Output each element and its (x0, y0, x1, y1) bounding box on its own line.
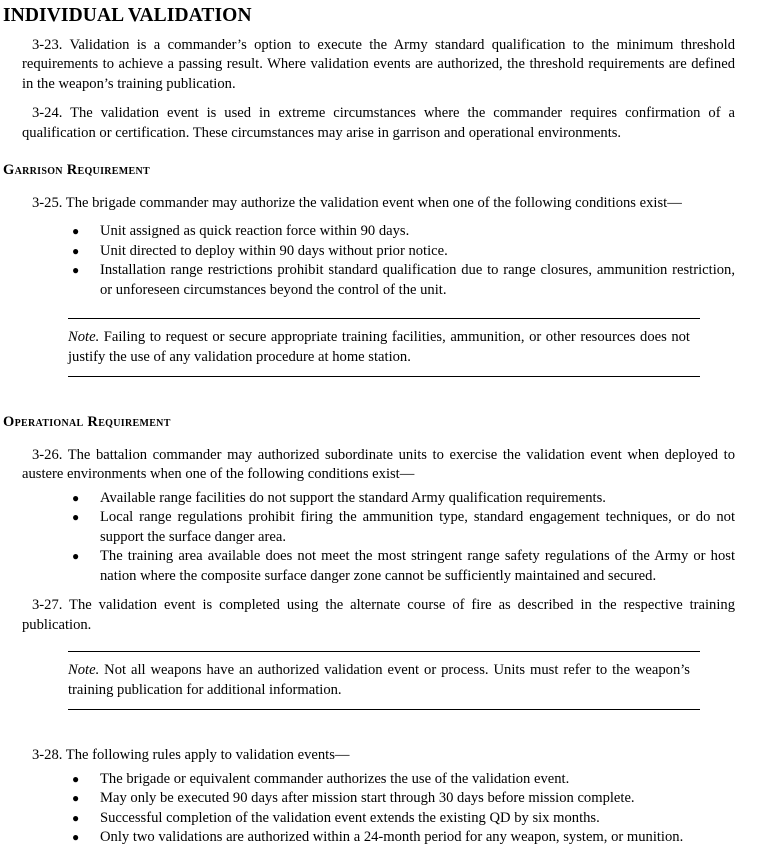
list-item (0, 770, 767, 790)
paragraph-3-26: 3-26. The battalion commander may authorized subordinate units to exercise the validation event when deployed to austere environments when one of the following conditions exist— (22, 446, 735, 482)
page-title: INDIVIDUAL VALIDATION (3, 5, 252, 26)
note-body: Failing to request or secure appropriate training facilities, ammunition, or other resources does not justify the use of any validation procedure at home station. (68, 329, 690, 365)
list-item (0, 508, 767, 547)
paragraph-3-27: 3-27. The validation event is completed using the alternate course of fire as described in the respective training publication. (22, 597, 735, 633)
list-item-text: Local range regulations prohibit firing the ammunition type, standard engagement techniques, or do not support the surface danger area. (100, 509, 735, 545)
bullet-icon: ● (72, 224, 80, 238)
note-label: Note. (68, 662, 100, 678)
note-body: Not all weapons have an authorized validation event or process. Units must refer to the weapon’s training publication for additional information. (68, 662, 690, 698)
list-item (0, 547, 767, 586)
note-text (68, 661, 700, 700)
section-heading-garrison-requirement: Garrison Requirement (3, 162, 150, 178)
list-item-text: May only be executed 90 days after mission start through 30 days before mission complete. (100, 790, 635, 806)
list-item (0, 489, 767, 509)
bullet-icon: ● (72, 510, 80, 524)
paragraph-3-25: 3-25. The brigade commander may authorize the validation event when one of the following conditions exist— (32, 194, 682, 211)
list-item-text: Unit assigned as quick reaction force within 90 days. (100, 223, 410, 239)
section-heading-operational-requirement: Operational Requirement (3, 414, 171, 430)
list-item (0, 222, 767, 242)
paragraph-3-23: 3-23. Validation is a commander’s option to execute the Army standard qualification to the minimum threshold requirements to achieve a passing result. Where validation events are authorized, the threshold requirements are defined in the weapon’s training publication. (22, 36, 735, 92)
bullet-icon: ● (72, 263, 80, 277)
list-item-text: Only two validations are authorized within a 24-month period for any weapon, system, or munition. (100, 829, 684, 845)
note-text (68, 328, 700, 367)
bullet-icon: ● (72, 549, 80, 563)
note-box-garrison (68, 318, 700, 377)
list-item (0, 828, 767, 848)
garrison-bullet-list (0, 222, 767, 300)
list-item-text: Successful completion of the validation event extends the existing QD by six months. (100, 809, 600, 826)
note-label: Note. (68, 329, 100, 345)
list-item (0, 789, 767, 809)
bullet-icon: ● (72, 243, 80, 258)
list-item-text: Installation range restrictions prohibit standard qualification due to range closures, ammunition restriction, or unforeseen circumstances beyond the control of the unit. (100, 262, 735, 298)
paragraph-3-28: 3-28. The following rules apply to validation events— (32, 747, 350, 763)
list-item (0, 261, 767, 300)
bullet-icon: ● (72, 810, 80, 825)
bullet-icon: ● (72, 490, 80, 505)
list-item-text: The training area available does not meet the most stringent range safety regulations of the Army or host nation where the composite surface danger zone cannot be sufficiently maintained and secured. (100, 548, 735, 584)
bullet-icon: ● (72, 791, 80, 805)
list-item-text: Available range facilities do not support the standard Army qualification requirements. (100, 489, 606, 506)
list-item-text: The brigade or equivalent commander authorizes the use of the validation event. (100, 770, 570, 787)
paragraph-3-24: 3-24. The validation event is used in extreme circumstances where the commander requires confirmation of a qualification or certification. These circumstances may arise in garrison and operational environments. (22, 105, 735, 141)
bullet-icon: ● (72, 771, 80, 786)
note-box-operational (68, 651, 700, 710)
bullet-icon: ● (72, 830, 80, 844)
operational-bullet-list (0, 489, 767, 587)
list-item (0, 809, 767, 829)
list-item-text: Unit directed to deploy within 90 days without prior notice. (100, 242, 448, 259)
rules-bullet-list (0, 770, 767, 848)
list-item (0, 242, 767, 262)
